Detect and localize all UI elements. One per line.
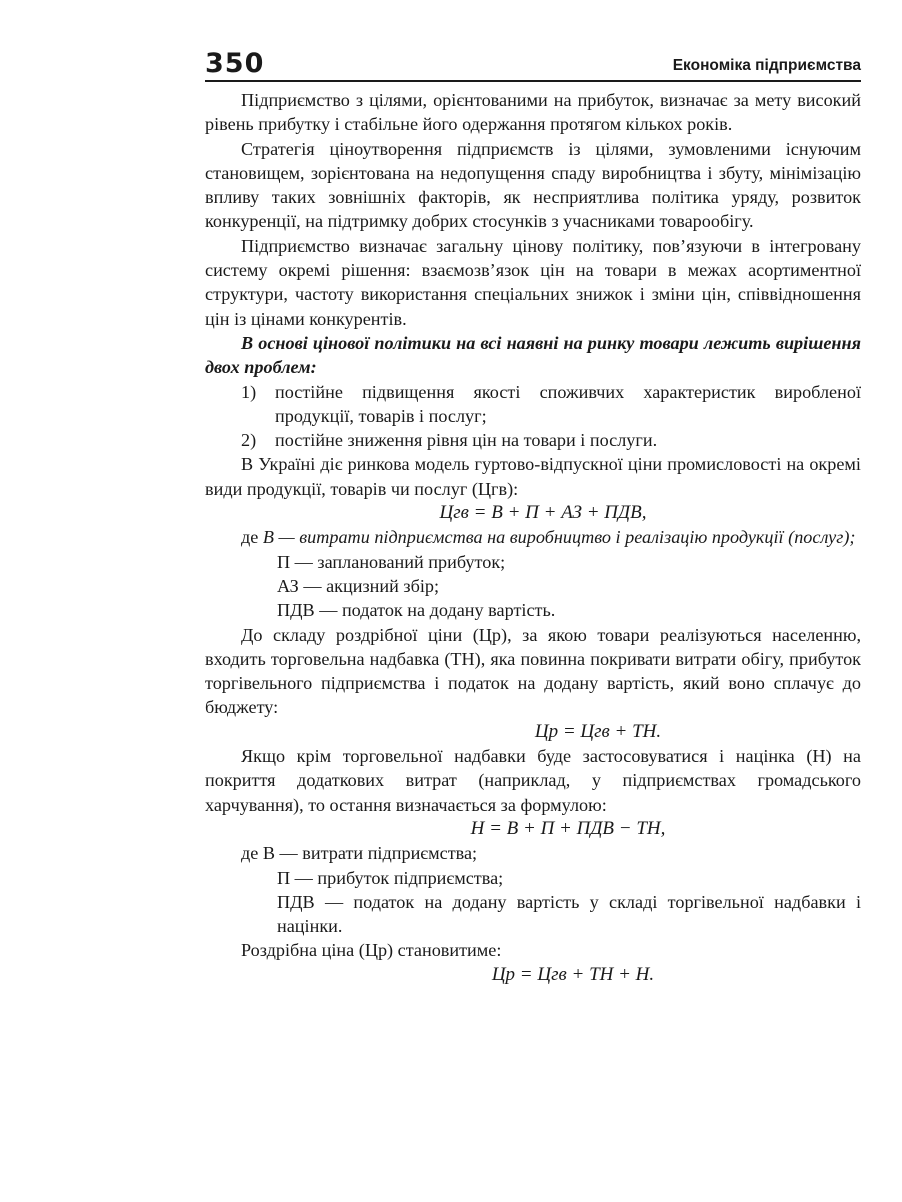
paragraph-6: До складу роздрібної ціни (Цр), за якою товари реалізуються населенню, входить торговельна надбавка (ТН), яка повинна покривати витрати обігу, прибуток торгівельного підприємства і податок на додану вартість, який воно сплачує до бюджету: <box>205 624 861 718</box>
definition-b: В — витрати підприємства на виробництво і реалізацію продукції (послуг); <box>262 527 856 548</box>
running-title: Економіка підприємства <box>672 57 861 74</box>
page-body <box>205 88 861 987</box>
paragraph-7: Якщо крім торговельної надбавки буде застосовуватися і націнка (Н) на покриття додаткових витрат (наприклад, у підприємствах громадського харчування), то остання визначається за формулою: <box>205 746 861 815</box>
formula-markup: Н = В + П + ПДВ − ТН, <box>470 817 666 839</box>
formula-wholesale-price: Цгв = В + П + АЗ + ПДВ, <box>439 502 647 524</box>
formula-retail-price-total: Цр = Цгв + ТН + Н. <box>491 963 655 985</box>
list-number: 2) <box>241 430 257 451</box>
list-item <box>241 380 861 429</box>
list-text: постійне зниження рівня цін на товари і послуги. <box>275 430 658 451</box>
definitions-2 <box>205 841 861 865</box>
list-item <box>241 428 861 452</box>
paragraph-2: Стратегія ціноутворення підприємств із цілями, зумовленими існуючим становищем, зорієнтована на недопущення спаду виробництва і збуту, мінімізацію впливу таких зовнішніх факторів, як несприятлива політика уряду, розвиток конкуренції, на підтримку добрих стосунків з учасниками товарообігу. <box>205 138 861 232</box>
list-number: 1) <box>241 381 257 402</box>
definition-lead: де <box>241 843 259 864</box>
definition-az: АЗ — акцизний збір; <box>277 575 440 596</box>
formula-retail-price: Цр = Цгв + ТН. <box>534 720 662 742</box>
paragraph-8: Роздрібна ціна (Цр) становитиме: <box>241 940 502 961</box>
definition-b: В — витрати підприємства; <box>262 843 478 864</box>
paragraph-5: В Україні діє ринкова модель гуртово-відпускної ціни промисловості на окремі види продукції, товарів чи послуг (Цгв): <box>205 454 861 499</box>
page-number: 350 <box>205 48 265 79</box>
definition-p: П — прибуток підприємства; <box>277 867 504 888</box>
paragraph-1: Підприємство з цілями, орієнтованими на прибуток, визначає за мету високий рівень прибутку і стабільне його одержання протягом кількох років. <box>205 90 861 135</box>
definition-p: П — запланований прибуток; <box>277 551 506 572</box>
definition-pdv: ПДВ — податок на додану вартість у складі торгівельної надбавки і націнки. <box>277 891 861 937</box>
page-header <box>205 50 861 82</box>
list-text: постійне підвищення якості споживчих характеристик виробленої продукції, товарів і послуг; <box>275 381 861 426</box>
paragraph-3: Підприємство визначає загальну цінову політику, пов’язуючи в інтегровану систему окремі рішення: взаємозв’язок цін на товари в межах асортиментної структури, частоту використання спеціальних знижок і зміни цін, співвідношення цін із цінами конкурентів. <box>205 235 861 329</box>
definition-pdv: ПДВ — податок на додану вартість. <box>277 600 556 621</box>
paragraph-4-bold-italic: В основі цінової політики на всі наявні на ринку товари лежить вирішення двох проблем: <box>205 332 861 378</box>
definitions-1 <box>205 525 861 549</box>
definition-lead: де <box>241 527 259 548</box>
